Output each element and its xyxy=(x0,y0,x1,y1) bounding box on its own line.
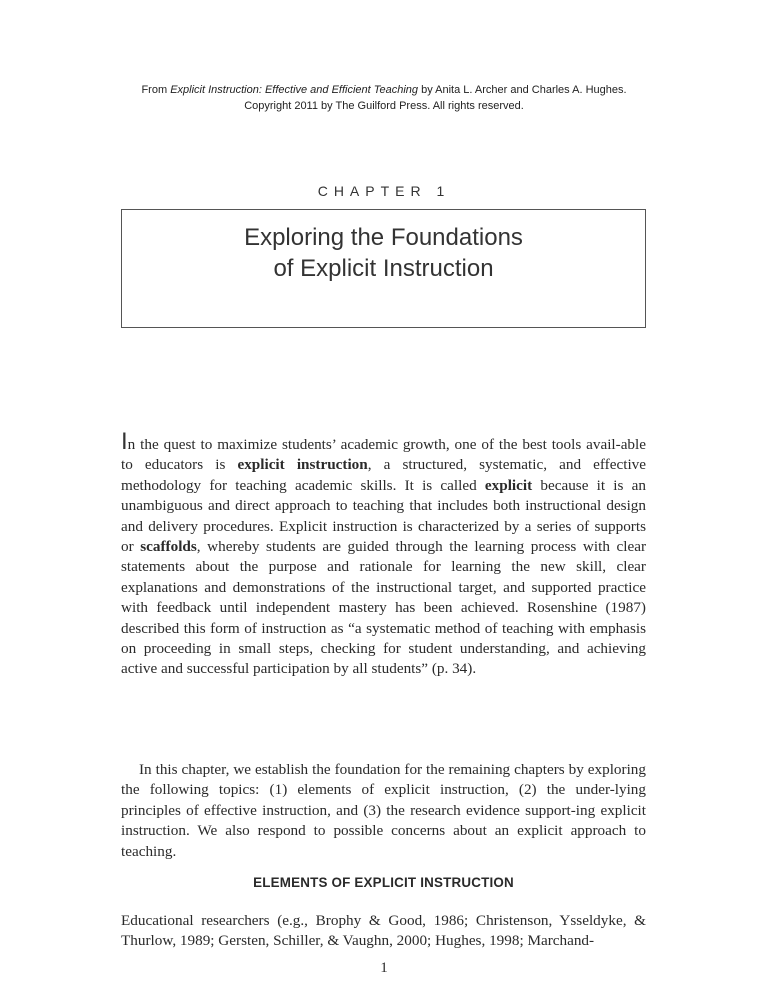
term-explicit: explicit xyxy=(484,476,533,494)
intro-text-3: because it is an unambiguous and direct approach to teaching that includes both instructional design and delivery procedures. Explicit instruction is characterized by a series of supports or xyxy=(121,476,646,556)
section-paragraph: Educational researchers (e.g., Brophy & Good, 1986; Christenson, Ysseldyke, & Thurlow, 1989; Gersten, Schiller, & Vaughn, 2000; Hughes, 1998; Marchand- xyxy=(121,912,646,950)
header-authors: by Anita L. Archer and Charles A. Hughes. xyxy=(418,84,627,96)
chapter-title-line-2: of Explicit Instruction xyxy=(273,255,494,282)
book-title: Explicit Instruction: Effective and Efficient Teaching xyxy=(170,84,419,96)
chapter-title xyxy=(122,222,645,284)
chapter-overview-paragraph: In this chapter, we establish the foundation for the remaining chapters by exploring the following topics: (1) elements of explicit instruction, (2) the under-lying principles of effective instruction, and (3) the research evidence support-ing explicit instruction. We also respond to possible concerns about an explicit approach to teaching. xyxy=(121,761,646,860)
header-line-1 xyxy=(0,82,768,98)
header-line-2: Copyright 2011 by The Guilford Press. All rights reserved. xyxy=(244,100,524,112)
intro-text-4: , whereby students are guided through the learning process with clear statements about the purpose and rationale for learning the new skill, clear explanations and demonstrations of the instructional target, and supported practice with feedback until independent mastery has been achieved. Rosenshine (1987) described this form of instruction as “a systematic method of teaching with emphasis on proceeding in small steps, checking for student understanding, and achieving active and successful participation by all students” (p. 34). xyxy=(121,538,646,678)
drop-cap: I xyxy=(121,428,128,455)
intro-text-2: , a structured, systematic, and effective methodology for teaching academic skills. It is called xyxy=(121,456,646,494)
header-prefix: From xyxy=(141,84,171,96)
intro-text-1: n the quest to maximize students’ academic growth, one of the best tools avail-able to educators is xyxy=(121,436,646,474)
page-number: 1 xyxy=(380,960,388,976)
term-scaffolds: scaffolds xyxy=(140,538,197,556)
chapter-title-line-1: Exploring the Foundations xyxy=(244,224,523,251)
section-heading: ELEMENTS OF EXPLICIT INSTRUCTION xyxy=(253,875,514,890)
chapter-title-box xyxy=(121,209,646,328)
term-explicit-instruction: explicit instruction xyxy=(237,456,368,474)
copyright-header xyxy=(0,82,768,114)
chapter-label: CHAPTER 1 xyxy=(317,183,451,199)
intro-paragraph xyxy=(121,428,646,680)
